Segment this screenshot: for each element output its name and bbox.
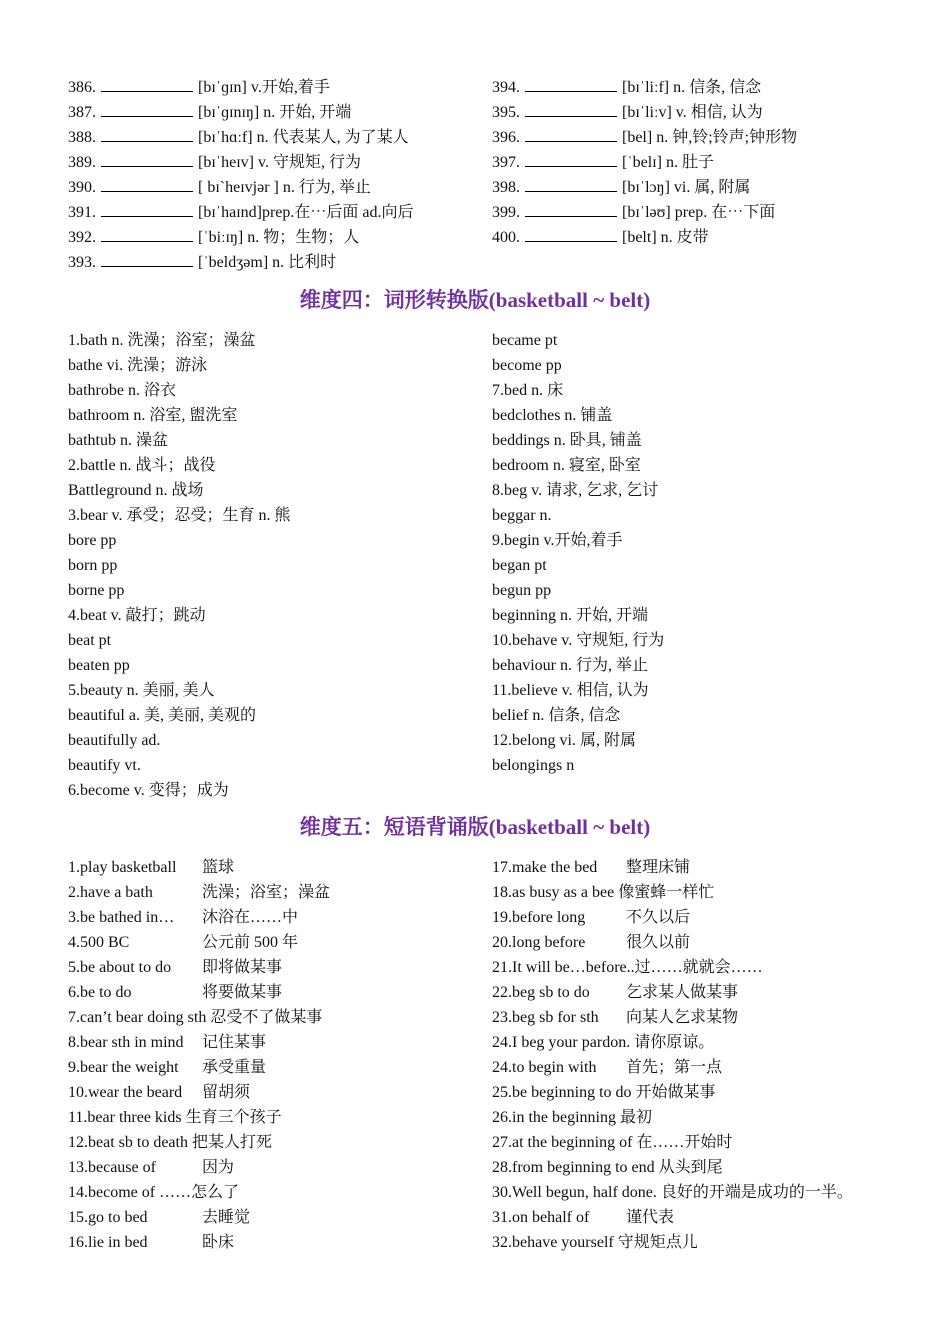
word-form-item: 10.behave v. 守规矩, 行为 [492, 632, 665, 649]
answer-blank[interactable] [525, 152, 617, 167]
word-form-item: behaviour n. 行为, 举止 [492, 657, 648, 674]
phrase-item: 8.bear sth in mind 记住某事 [68, 1034, 267, 1051]
phrase-item: 25.be beginning to do 开始做某事 [492, 1084, 716, 1101]
vocab-item: 393. [ˈbeldʒəm] n. 比利时 [68, 254, 337, 271]
vocab-item: 397. [ˈbelɪ] n. 肚子 [492, 154, 714, 171]
word-form-item: began pt [492, 557, 547, 574]
vocab-item: 386. [bɪˈɡɪn] v.开始,着手 [68, 79, 330, 96]
phrase-item: 13.because of 因为 [68, 1159, 235, 1176]
answer-blank[interactable] [525, 127, 617, 142]
vocab-item: 395. [bɪˈliːv] v. 相信, 认为 [492, 104, 763, 121]
word-form-item: Battleground n. 战场 [68, 482, 204, 499]
phrase-item: 23.beg sb for sth 向某人乞求某物 [492, 1009, 739, 1026]
vocab-item: 390. [ bɪˋheɪvjər ] n. 行为, 举止 [68, 179, 371, 196]
section4-title: 维度四：词形转换版(basketball ~ belt) [299, 288, 651, 312]
word-form-item: bedclothes n. 铺盖 [492, 407, 613, 424]
vocab-item: 399. [bɪˈləʊ] prep. 在⋯下面 [492, 204, 776, 221]
vocab-item: 389. [bɪˈheɪv] v. 守规矩, 行为 [68, 154, 361, 171]
word-form-item: 2.battle n. 战斗；战役 [68, 457, 216, 474]
answer-blank[interactable] [101, 252, 193, 267]
phrase-item: 21.It will be…before..过……就就会…… [492, 959, 763, 976]
phrase-item: 16.lie in bed 卧床 [68, 1234, 235, 1251]
word-form-item: 4.beat v. 敲打；跳动 [68, 607, 206, 624]
answer-blank[interactable] [525, 227, 617, 242]
word-form-item: beautiful a. 美, 美丽, 美观的 [68, 707, 256, 724]
vocab-item: 396. [bel] n. 钟,铃;铃声;钟形物 [492, 129, 798, 146]
phrase-item: 14.become of ……怎么了 [68, 1184, 240, 1201]
word-form-item: 8.beg v. 请求, 乞求, 乞讨 [492, 482, 659, 499]
word-form-item: 7.bed n. 床 [492, 382, 564, 399]
vocab-item: 400. [belt] n. 皮带 [492, 229, 709, 246]
section4-right-column [492, 328, 912, 778]
word-form-item: beggar n. [492, 507, 552, 524]
word-form-item: bathe vi. 洗澡；游泳 [68, 357, 208, 374]
vocab-item: 388. [bɪˈhɑːf] n. 代表某人, 为了某人 [68, 129, 409, 146]
word-form-item: 6.become v. 变得；成为 [68, 782, 229, 799]
phrase-item: 3.be bathed in… 沐浴在……中 [68, 909, 299, 926]
word-form-item: belief n. 信条, 信念 [492, 707, 621, 724]
answer-blank[interactable] [101, 127, 193, 142]
word-form-item: beddings n. 卧具, 铺盖 [492, 432, 642, 449]
phrase-item: 27.at the beginning of 在……开始时 [492, 1134, 733, 1151]
answer-blank[interactable] [101, 152, 193, 167]
answer-blank[interactable] [101, 102, 193, 117]
word-form-item: begun pp [492, 582, 552, 599]
word-form-item: bore pp [68, 532, 117, 549]
phrase-item: 10.wear the beard 留胡须 [68, 1084, 251, 1101]
phrase-item: 7.can’t bear doing sth 忍受不了做某事 [68, 1009, 323, 1026]
answer-blank[interactable] [101, 177, 193, 192]
word-form-item: 3.bear v. 承受；忍受；生育 n. 熊 [68, 507, 291, 524]
word-form-item: bathroom n. 浴室, 盥洗室 [68, 407, 238, 424]
vocab-item: 398. [bɪˈlɔŋ] vi. 属, 附属 [492, 179, 751, 196]
answer-blank[interactable] [525, 177, 617, 192]
vocab-item: 391. [bɪˈhaɪnd]prep.在⋯后面 ad.向后 [68, 204, 414, 221]
section4-left-column [68, 328, 488, 803]
word-form-item: beautifully ad. [68, 732, 161, 749]
section5-left-column [68, 855, 488, 1255]
word-form-item: beat pt [68, 632, 112, 649]
vocab-item: 394. [bɪˈliːf] n. 信条, 信念 [492, 79, 762, 96]
section5-title: 维度五：短语背诵版(basketball ~ belt) [299, 815, 651, 839]
phrase-item: 9.bear the weight 承受重量 [68, 1059, 267, 1076]
word-form-item: beginning n. 开始, 开端 [492, 607, 648, 624]
phrase-item: 1.play basketball 篮球 [68, 859, 235, 876]
word-form-item: beautify vt. [68, 757, 141, 774]
answer-blank[interactable] [101, 77, 193, 92]
phrase-item: 26.in the beginning 最初 [492, 1109, 652, 1126]
answer-blank[interactable] [525, 102, 617, 117]
word-form-item: 5.beauty n. 美丽, 美人 [68, 682, 215, 699]
phrase-item: 15.go to bed 去睡觉 [68, 1209, 251, 1226]
phrase-item: 20.long before 很久以前 [492, 934, 691, 951]
answer-blank[interactable] [525, 202, 617, 217]
word-form-item: beaten pp [68, 657, 130, 674]
word-form-item: 12.belong vi. 属, 附属 [492, 732, 636, 749]
vocab-right-column [492, 75, 912, 250]
phrase-item: 5.be about to do 即将做某事 [68, 959, 283, 976]
phrase-item: 24.I beg your pardon. 请你原谅。 [492, 1034, 715, 1051]
phrase-item: 12.beat sb to death 把某人打死 [68, 1134, 272, 1151]
section5-right-column [492, 855, 932, 1255]
word-form-item: born pp [68, 557, 118, 574]
phrase-item: 6.be to do 将要做某事 [68, 984, 283, 1001]
vocab-item: 392. [ˈbiːɪŋ] n. 物；生物；人 [68, 229, 360, 246]
word-form-item: bathtub n. 澡盆 [68, 432, 168, 449]
phrase-item: 17.make the bed 整理床铺 [492, 859, 691, 876]
word-form-item: belongings n [492, 757, 575, 774]
word-form-item: 9.begin v.开始,着手 [492, 532, 623, 549]
answer-blank[interactable] [101, 202, 193, 217]
vocab-left-column [68, 75, 488, 275]
phrase-item: 31.on behalf of 谨代表 [492, 1209, 675, 1226]
phrase-item: 22.beg sb to do 乞求某人做某事 [492, 984, 739, 1001]
word-form-item: 1.bath n. 洗澡；浴室；澡盆 [68, 332, 256, 349]
word-form-item: 11.believe v. 相信, 认为 [492, 682, 649, 699]
word-form-item: bathrobe n. 浴衣 [68, 382, 176, 399]
word-form-item: bedroom n. 寝室, 卧室 [492, 457, 641, 474]
phrase-item: 11.bear three kids 生育三个孩子 [68, 1109, 282, 1126]
phrase-item: 30.Well begun, half done. 良好的开端是成功的一半。 [492, 1184, 853, 1201]
phrase-item: 18.as busy as a bee 像蜜蜂一样忙 [492, 884, 715, 901]
answer-blank[interactable] [525, 77, 617, 92]
word-form-item: borne pp [68, 582, 125, 599]
vocab-item: 387. [bɪˈɡɪnɪŋ] n. 开始, 开端 [68, 104, 352, 121]
word-form-item: became pt [492, 332, 558, 349]
phrase-item: 2.have a bath 洗澡；浴室；澡盆 [68, 884, 331, 901]
phrase-item: 4.500 BC 公元前 500 年 [68, 934, 299, 951]
phrase-item: 19.before long 不久以后 [492, 909, 691, 926]
phrase-item: 28.from beginning to end 从头到尾 [492, 1159, 723, 1176]
phrase-item: 24.to begin with 首先；第一点 [492, 1059, 723, 1076]
answer-blank[interactable] [101, 227, 193, 242]
phrase-item: 32.behave yourself 守规矩点儿 [492, 1234, 698, 1251]
word-form-item: become pp [492, 357, 562, 374]
